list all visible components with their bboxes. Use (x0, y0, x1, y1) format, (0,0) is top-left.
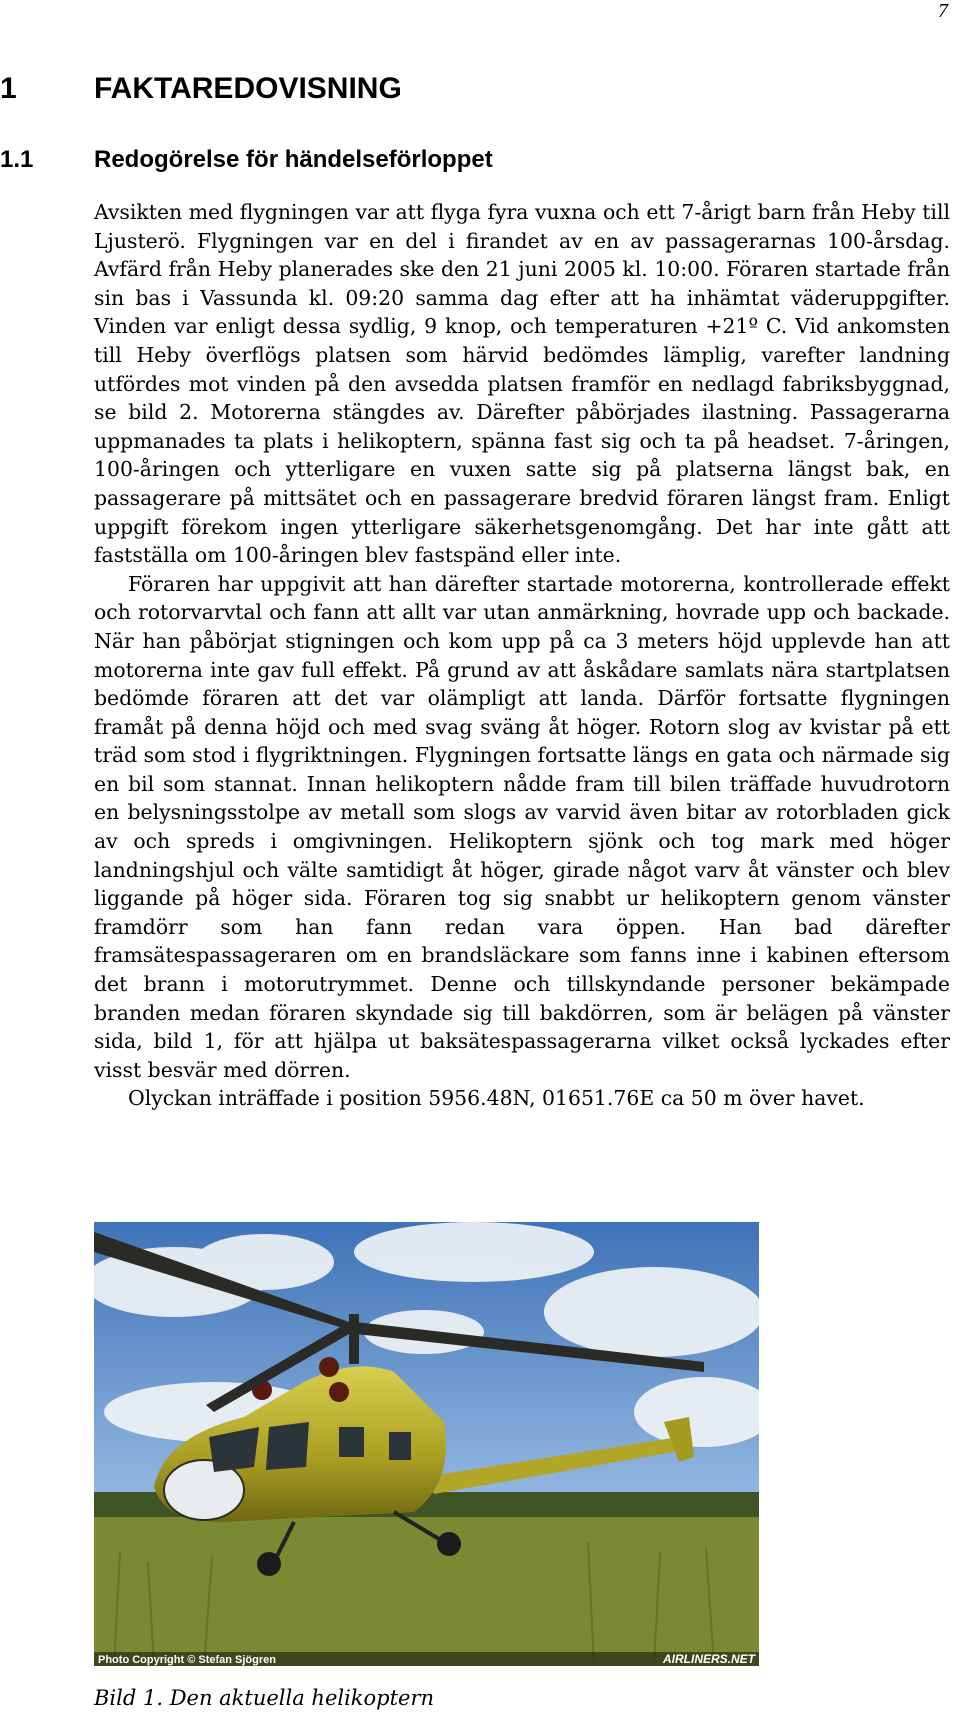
page-number: 7 (938, 0, 948, 22)
section-heading (0, 72, 900, 106)
grass (94, 1517, 759, 1666)
paragraph: Föraren har uppgivit att han därefter startade motorerna, kontrollerade effekt och rotorvarvtal och fann att allt var utan anmärkning, hovrade upp och backade. När han påbörjat stigningen och kom upp på ca 3 meters höjd upplevde han att motorerna inte gav full effekt. På grund av att åskådare samlats nära startplatsen bedömde föraren att det var olämpligt att landa. Därför fortsatte flygningen framåt på denna höjd och med svag sväng åt höger. Rotorn slog av kvistar på ett träd som stod i flygriktningen. Flygningen fortsatte längs en gata och närmade sig en bil som stannat. Innan helikoptern nådde fram till bilen träffade huvudrotorn en belysningsstolpe av metall som slogs av varvid även bitar av rotorbladen gick av och spreds i omgivningen. Helikoptern sjönk och tog mark med höger landningshjul och välte samtidigt åt höger, girade något varv åt vänster och blev liggande på höger sida. Föraren tog sig snabbt ur helikoptern genom vänster framdörr som han fann redan vara öppen. Han bad därefter framsätespassageraren om en brandsläckare som fanns inne i kabinen eftersom det brann i motorutrymmet. Denne och tillskyndande personer bekämpade branden medan föraren skyndade sig till bakdörren, som är belägen på vänster sida, bild 1, för att hjälpa ut baksätespassagerarna vilket också lyckades efter visst besvär med dörren. (94, 571, 950, 1082)
subsection-number: 1.1 (0, 146, 34, 173)
photo-copyright: Photo Copyright © Stefan Sjögren (98, 1654, 276, 1666)
section-title: FAKTAREDOVISNING (94, 72, 402, 105)
figure-caption: Bild 1. Den aktuella helikoptern (94, 1686, 435, 1710)
subsection-heading (0, 146, 900, 174)
subsection-title: Redogörelse för händelseförloppet (94, 146, 493, 173)
photo-watermark: AIRLINERS.NET (662, 1652, 755, 1666)
body-text (94, 198, 950, 1113)
helicopter-photo (94, 1222, 759, 1666)
paragraph: Olyckan inträffade i position 5956.48N, 01651.76E ca 50 m över havet. (128, 1086, 865, 1111)
paragraph: Avsikten med flygningen var att flyga fyra vuxna och ett 7-årigt barn från Heby till Ljusterö. Flygningen var en del i firandet av en av passagerarnas 100-årsdag. Avfärd från Heby planerades ske den 21 juni 2005 kl. 10:00. Föraren startade från sin bas i Vassunda kl. 09:20 samma dag efter att ha inhämtat väderuppgifter. Vinden var enligt dessa sydlig, 9 knop, och temperaturen +21º C. Vid ankomsten till Heby överflögs platsen som härvid bedömdes lämplig, varefter landning utfördes mot vinden på den avsedda platsen framför en nedlagd fabriksbyggnad, se bild 2. Motorerna stängdes av. Därefter påbörjades ilastning. Passagerarna uppmanades ta plats i helikoptern, spänna fast sig och ta på headset. 7-åringen, 100-åringen och ytterligare en vuxen satte sig på platserna längst bak, en passagerare på mittsätet och en passagerare bredvid föraren längst fram. Enligt uppgift förekom ingen ytterligare säkerhetsgenomgång. Det har inte gått att fastställa om 100-åringen blev fastspänd eller inte. (94, 200, 950, 568)
section-number: 1 (0, 72, 17, 105)
